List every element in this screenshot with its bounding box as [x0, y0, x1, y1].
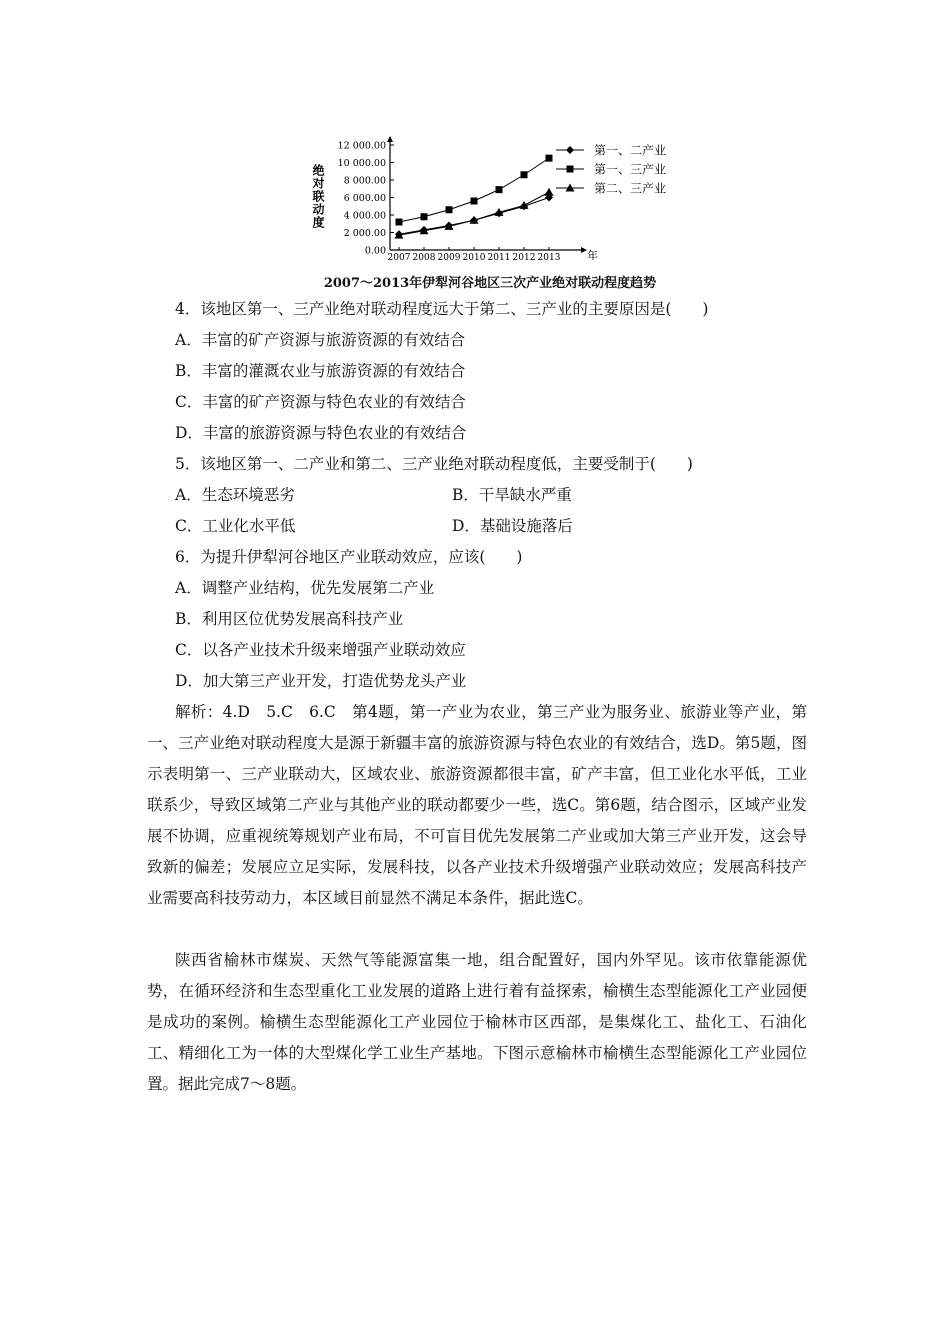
- question-6-option-b: B．利用区位优势发展高科技产业: [175, 610, 404, 628]
- question-5-option-a: A．生态环境恶劣: [175, 486, 295, 504]
- x-tick-label: 2013: [537, 253, 561, 263]
- question-4-option-d: D．丰富的旅游资源与特色农业的有效结合: [175, 424, 467, 442]
- series-2: [396, 155, 553, 226]
- series-2-point: [496, 186, 503, 193]
- chart-series: [395, 155, 554, 239]
- question-5-option-c: C．工业化水平低: [175, 517, 296, 535]
- question-6-stem: 6．为提升伊犁河谷地区产业联动效应，应该( ): [175, 548, 523, 566]
- y-axis-arrow: [387, 136, 393, 142]
- chart-title: 2007～2013年伊犁河谷地区三次产业绝对联动程度趋势: [323, 276, 657, 291]
- y-tick-label: 2 000.00: [343, 228, 386, 239]
- legend-label: 第一、三产业: [594, 162, 667, 177]
- series-2-point: [446, 206, 453, 213]
- series-2-point: [421, 213, 428, 220]
- legend-label: 第一、二产业: [594, 143, 667, 158]
- question-5-option-d: D．基础设施落后: [452, 517, 573, 535]
- x-tick-label: 2011: [487, 253, 511, 263]
- series-2-point: [471, 198, 478, 205]
- question-6-option-d: D．加大第三产业开发，打造优势龙头产业: [175, 672, 467, 690]
- question-5-stem: 5．该地区第一、二产业和第二、三产业绝对联动程度低，主要受制于( ): [175, 455, 693, 473]
- question-6-option-a: A．调整产业结构，优先发展第二产业: [175, 579, 435, 597]
- chart-axes: [387, 136, 587, 253]
- legend-label: 第二、三产业: [594, 181, 667, 196]
- x-tick-label: 2009: [437, 253, 461, 263]
- x-tick-label: 2012: [512, 253, 536, 263]
- legend-marker: [567, 166, 574, 173]
- question-4-option-b: B．丰富的灌溉农业与旅游资源的有效结合: [175, 362, 466, 380]
- x-tick-label: 2010: [462, 253, 486, 263]
- chart-xlabel: 年: [587, 249, 598, 262]
- chart-ticks: [338, 141, 561, 264]
- series-3-point: [545, 188, 554, 196]
- legend-item-1: [556, 143, 666, 158]
- series-2-point: [546, 155, 553, 162]
- question-5-option-b: B．干旱缺水严重: [452, 486, 572, 504]
- chart-ylabel: 绝对联动度: [311, 164, 325, 229]
- question-6-option-c: C．以各产业技术升级来增强产业联动效应: [175, 641, 466, 659]
- y-tick-label: 0.00: [364, 245, 386, 257]
- x-tick-label: 2008: [412, 253, 436, 263]
- legend-item-2: [556, 162, 666, 177]
- chart-legend: [556, 143, 666, 196]
- y-tick-label: 12 000.00: [337, 140, 386, 152]
- series-2-point: [396, 219, 403, 226]
- x-tick-label: 2007: [387, 253, 411, 263]
- linkage-chart: [308, 126, 688, 276]
- y-tick-label: 10 000.00: [337, 158, 386, 169]
- y-tick-label: 6 000.00: [343, 193, 386, 204]
- question-4-option-a: A．丰富的矿产资源与旅游资源的有效结合: [175, 331, 466, 349]
- intro-paragraph: 陕西省榆林市煤炭、天然气等能源富集一地，组合配置好，国内外罕见。该市依靠能源优势，在循环经济和生态型重化工业发展的道路上进行着有益探索，榆横生态型能源化工产业园便是成功的案例。榆横生态型能源化工产业园位于榆林市区西部，是集煤化工、盐化工、石油化工、精细化工为一体的大型煤化学工业生产基地。下图示意榆林市榆横生态型能源化工产业园位置。据此完成7～8题。: [147, 951, 807, 1093]
- y-tick-label: 8 000.00: [343, 175, 386, 187]
- question-4-option-c: C．丰富的矿产资源与特色农业的有效结合: [175, 393, 466, 411]
- legend-marker: [566, 146, 574, 154]
- series-2-line: [399, 158, 549, 222]
- analysis-paragraph: 解析：4.D 5.C 6.C 第4题，第一产业为农业，第三产业为服务业、旅游业等产业，第一、三产业绝对联动程度大是源于新疆丰富的旅游资源与特色农业的有效结合，选D。第5题，图示表明第一、三产业联动大，区域农业、旅游资源都很丰富，矿产丰富，但工业化水平低，工业联系少，导致区域第二产业与其他产业的联动都要少一些，选C。第6题，结合图示，区域产业发展不协调，应重视统筹规划产业布局，不可盲目优先发展第二产业或加大第三产业开发，这会导致新的偏差；发展应立足实际，发展科技，以各产业技术升级增强产业联动效应；发展高科技产业需要高科技劳动力，本区域目前显然不满足本条件，据此选C。: [147, 703, 807, 907]
- question-4-stem: 4．该地区第一、三产业绝对联动程度远大于第二、三产业的主要原因是( ): [175, 300, 709, 318]
- legend-item-3: [556, 181, 666, 196]
- series-2-point: [521, 171, 528, 178]
- linkage-chart-svg: [308, 126, 688, 276]
- y-tick-label: 4 000.00: [343, 210, 386, 222]
